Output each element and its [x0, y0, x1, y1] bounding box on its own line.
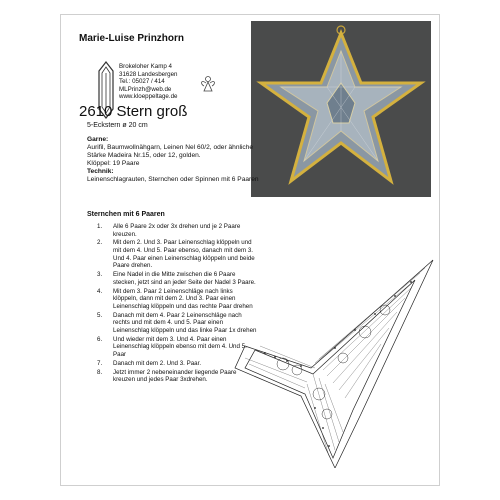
materials-block [87, 136, 262, 184]
step-number: 6. [97, 335, 103, 343]
technik-text: Leinenschlagrauten, Sternchen oder Spinnen mit 6 Paaren [87, 176, 259, 183]
step-text: Mit dem 2. Und 3. Paar Leinenschlag klöppeln und mit dem 4. Und 5. Paar ebenso, danach mit dem 3. Und 4. Paar einen Leinenschlag klöppeln und beide Paare drehen. [113, 239, 255, 270]
step-number: 4. [97, 287, 103, 295]
step-number: 1. [97, 223, 103, 230]
star-lace-photo [251, 21, 431, 197]
address-city: 31628 Landesbergen [119, 70, 178, 78]
address-web: www.kloeppeltage.de [119, 93, 178, 100]
kloeppel-text: Klöppel: 19 Paare [87, 160, 140, 167]
garne-text: Aurifil, Baumwollnähgarn, Leinen Nel 60/2, oder ähnliche Stärke Madeira Nr.15, oder 12, golden. [87, 144, 254, 159]
angel-icon [198, 73, 218, 93]
step-text: Jetzt immer 2 nebeneinander liegende Paare kreuzen und jedes Paar 3xdrehen. [113, 368, 237, 384]
address-block [119, 63, 178, 101]
step-number: 2. [97, 239, 103, 247]
step-number: 7. [97, 359, 103, 367]
step-text: Danach mit dem 4. Paar 2 Leinenschläge nach rechts und mit dem 4. und 5. Paar einen Leinenschlag klöppeln und das linke Paar 1x drehen [113, 311, 257, 334]
address-email: MLPrinzh@web.de [119, 85, 172, 93]
address-tel: Tel.: 05027 / 414 [119, 78, 165, 85]
address-street: Brokeloher Kamp 4 [119, 63, 172, 70]
page-title: 2610 Stern groß [79, 103, 188, 120]
pricking-diagram [215, 218, 437, 468]
step-text: Mit dem 3. Paar 2 Leinenschläge nach links klöppeln, dann mit dem 2. Und 3. Paar einen Leinenschlag klöppeln und das rechte Paar drehen [113, 287, 253, 310]
step-text: Und wieder mit dem 3. Und 4. Paar einen Leinenschlag klöppeln ebenso mit dem 4. Und 5. Paar [113, 335, 247, 358]
page-subtitle: 5-Eckstern ø 20 cm [87, 122, 148, 129]
pattern-sheet [60, 14, 440, 486]
step-number: 8. [97, 368, 103, 376]
author-name: Marie-Luise Prinzhorn [79, 33, 185, 44]
step-number: 5. [97, 311, 103, 319]
technik-label: Technik: [87, 168, 114, 175]
step-text: Alle 6 Paare 2x oder 3x drehen und je 2 Paare kreuzen. [113, 223, 241, 238]
step-number: 3. [97, 271, 103, 279]
section-title: Sternchen mit 6 Paaren [87, 211, 165, 218]
step-text: Danach mit dem 2. Und 3. Paar. [113, 359, 202, 367]
garne-label: Garne: [87, 136, 109, 143]
step-text: Eine Nadel in die Mitte zwischen die 6 Paare stecken, jetzt sind an jeder Seite der Nadel 3 Paare. [113, 271, 256, 286]
